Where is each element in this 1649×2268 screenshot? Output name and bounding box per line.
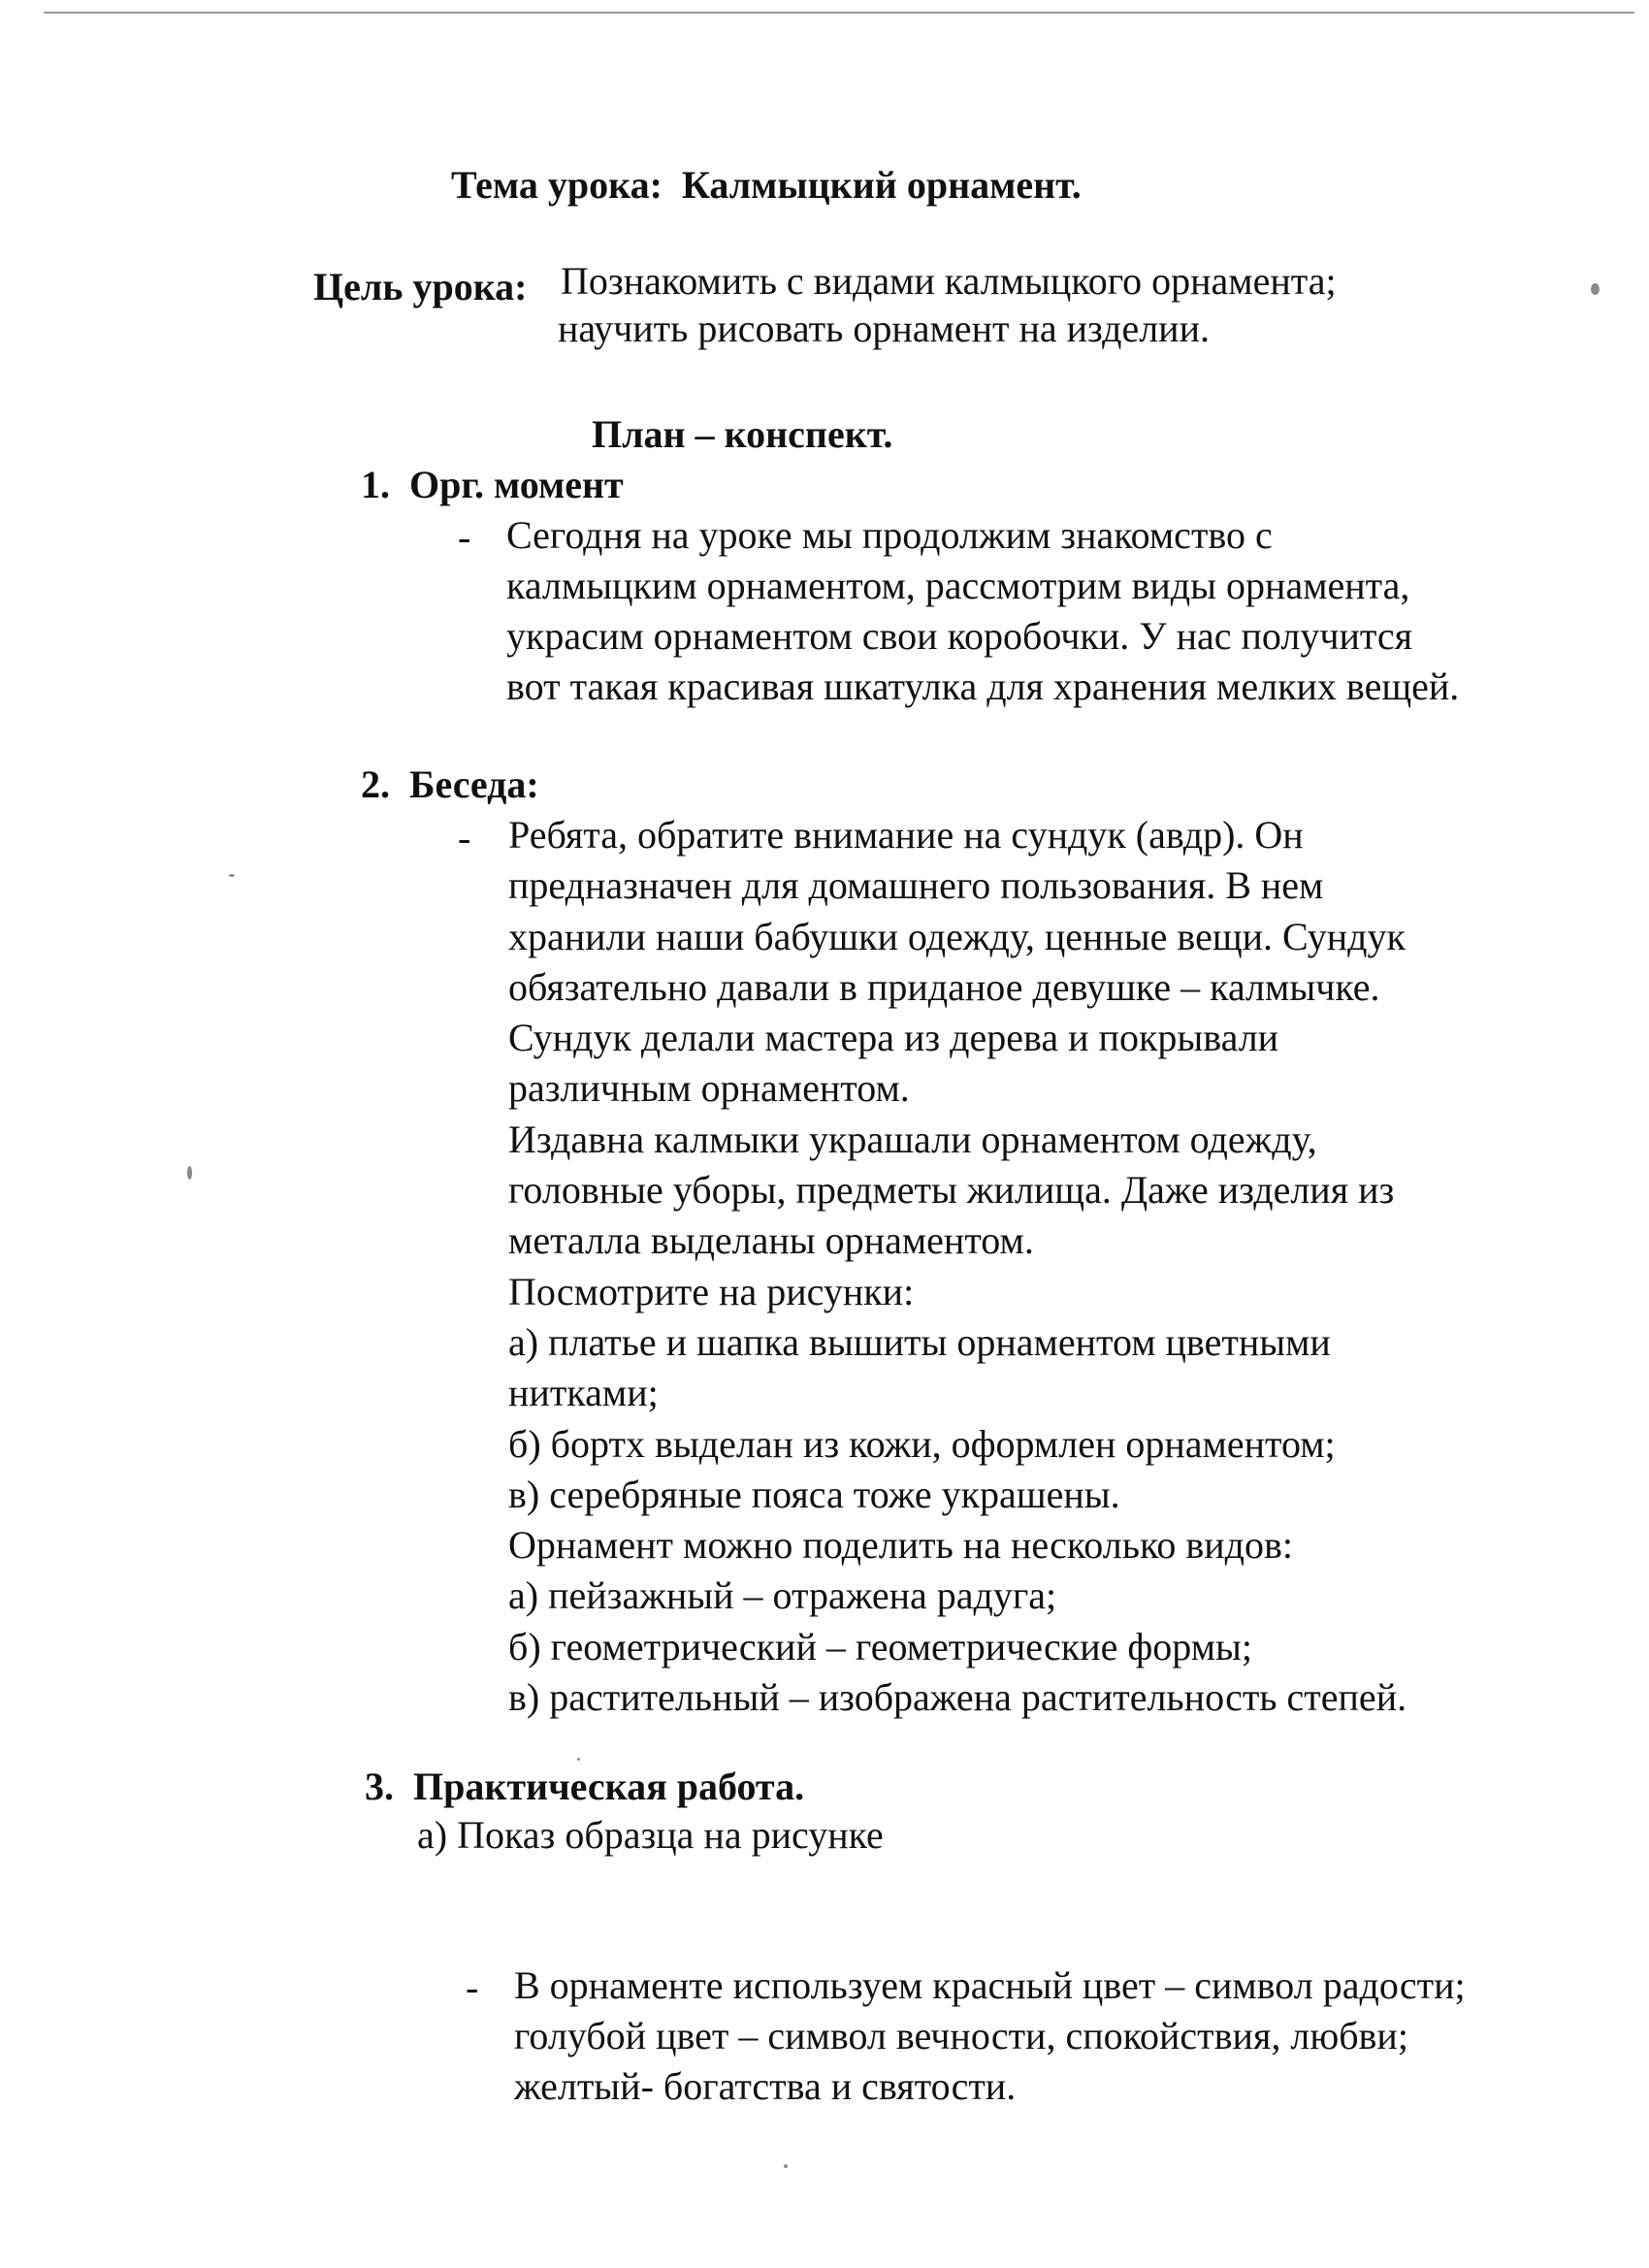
text-line: предназначен для домашнего пользования. В нем [508, 863, 1324, 908]
text-line: желтый- богатства и святости. [514, 2064, 1017, 2108]
section-3-number: 3. [365, 1765, 394, 1808]
text-line: Орнамент можно поделить на несколько видов: [508, 1523, 1294, 1568]
goal-line-2: научить рисовать орнамент на изделии. [558, 307, 1210, 350]
text-line: Посмотрите на рисунки: [508, 1269, 915, 1313]
section-2-dash: - [458, 816, 471, 859]
plan-title: План – конспект. [592, 412, 893, 456]
text-line: б) бортх выделан из кожи, оформлен орнаментом; [508, 1421, 1336, 1466]
topic-label: Тема урока: [451, 163, 663, 207]
section-3-sub: а) Показ образца на рисунке [417, 1813, 884, 1857]
text-line: головные уборы, предметы жилища. Даже изделия из [508, 1168, 1395, 1213]
text-line: калмыцким орнаментом, рассмотрим виды орнамента, [506, 564, 1410, 607]
text-line: металла выделаны орнаментом. [508, 1218, 1034, 1263]
text-line: нитками; [508, 1371, 659, 1415]
topic-value: Калмыцкий орнамент. [681, 163, 1082, 207]
section-3-dash: - [466, 1965, 479, 2009]
text-line: в) растительный – изображена растительность степей. [508, 1675, 1407, 1720]
scan-speck [577, 1758, 580, 1761]
scan-speck [1591, 283, 1600, 295]
text-line: голубой цвет – символ вечности, спокойствия, любви; [514, 2014, 1408, 2057]
text-line: а) пейзажный – отражена радуга; [508, 1573, 1057, 1618]
section-2-heading [361, 761, 539, 808]
text-line: украсим орнаментом свои коробочки. У нас получится [506, 614, 1412, 658]
scan-speck [187, 1166, 192, 1180]
section-1-dash: - [458, 515, 471, 559]
section-1-text [506, 510, 1459, 712]
section-3-heading [365, 1764, 804, 1810]
text-line: обязательно давали в приданое девушке – калмычке. [508, 964, 1380, 1009]
text-line: В орнаменте используем красный цвет – символ радости; [514, 1963, 1466, 2007]
section-1-heading [361, 462, 624, 508]
scan-edge-line [44, 12, 1634, 14]
text-line: Сегодня на уроке мы продолжим знакомство с [506, 513, 1273, 557]
text-line: в) серебряные пояса тоже украшены. [508, 1472, 1120, 1516]
scan-speck [229, 874, 235, 877]
scan-speck [784, 2164, 788, 2168]
section-3-title: Практическая работа. [413, 1765, 805, 1808]
goal-label: Цель урока: [313, 265, 528, 308]
section-2-text [508, 810, 1406, 1723]
topic-line [451, 162, 1082, 209]
text-line: хранили наши бабушки одежду, ценные вещи. Сундук [508, 914, 1406, 958]
text-line: Сундук делали мастера из дерева и покрывали [508, 1016, 1279, 1060]
section-2-title: Беседа: [409, 762, 539, 806]
section-3-text [514, 1960, 1466, 2112]
text-line: вот такая красивая шкатулка для хранения мелких вещей. [506, 664, 1460, 708]
section-2-number: 2. [361, 762, 390, 806]
goal-line-1: Познакомить с видами калмыцкого орнамента; [561, 259, 1337, 303]
text-line: а) платье и шапка вышиты орнаментом цветными [508, 1319, 1331, 1364]
section-1-number: 1. [361, 463, 390, 506]
text-line: б) геометрический – геометрические формы; [508, 1624, 1252, 1669]
text-line: Издавна калмыки украшали орнаментом одежду, [508, 1117, 1317, 1161]
section-1-title: Орг. момент [409, 463, 624, 506]
text-line: различным орнаментом. [508, 1066, 910, 1111]
text-line: Ребята, обратите внимание на сундук (авдр). Он [508, 813, 1304, 857]
